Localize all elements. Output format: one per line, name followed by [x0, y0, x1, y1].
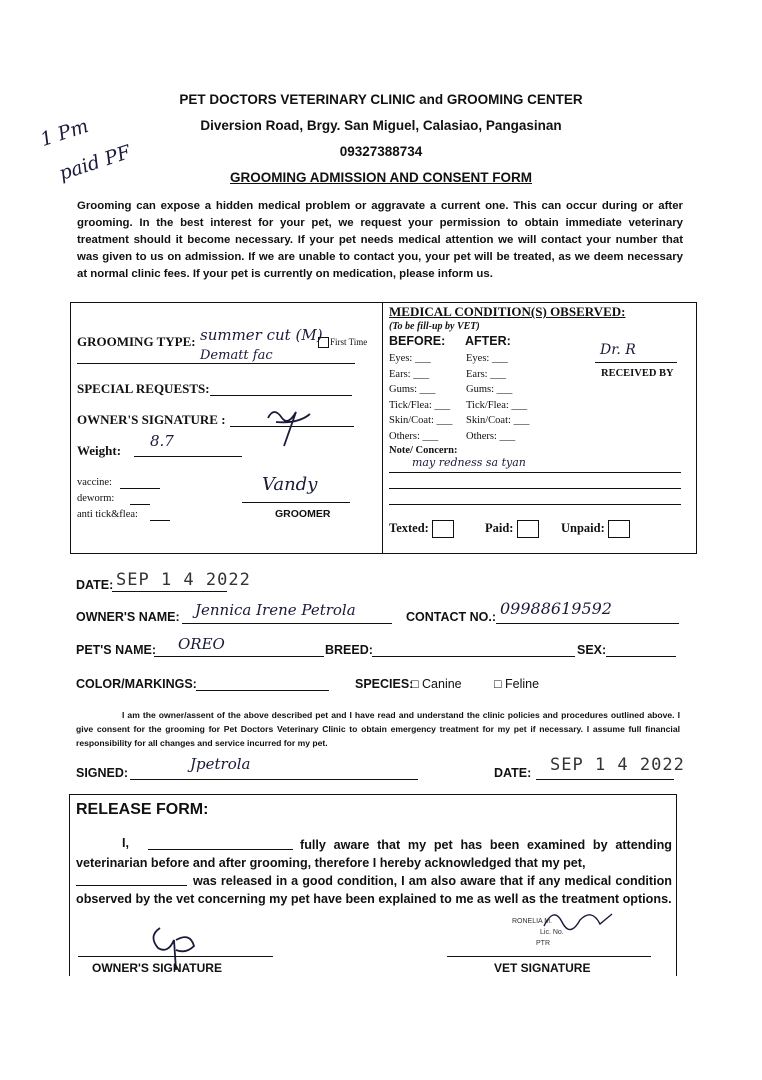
clinic-phone: 09327388734: [339, 144, 423, 159]
contact-value[interactable]: 09988619592: [500, 599, 612, 618]
groomer-line[interactable]: [242, 502, 350, 503]
consent-date-stamp: SEP 1 4 2022: [550, 755, 685, 775]
pet-name-line: [154, 656, 324, 657]
vet-stamp-ptr: PTR: [536, 940, 550, 947]
canine-option[interactable]: □ Canine: [411, 677, 462, 691]
texted-checkbox[interactable]: [432, 520, 454, 538]
grooming-type-value[interactable]: summer cut (M): [200, 326, 323, 344]
color-line[interactable]: [196, 690, 329, 691]
clinic-name: PET DOCTORS VETERINARY CLINIC and GROOMING CENTER: [179, 92, 583, 107]
vet-stamp-lic: Lic. No.: [540, 929, 564, 936]
vet-signature-line[interactable]: [447, 956, 651, 957]
contact-line: [496, 623, 679, 624]
sex-line[interactable]: [606, 656, 676, 657]
vaccine-label: vaccine:: [77, 477, 112, 488]
antitick-label: anti tick&flea:: [77, 509, 138, 520]
owner-name-line: [182, 623, 392, 624]
antitick-line[interactable]: [150, 520, 170, 521]
paid-field: [485, 520, 539, 538]
vet-signature-mark: [540, 902, 620, 938]
after-item[interactable]: Ears: ___: [466, 368, 506, 380]
breed-line[interactable]: [372, 656, 575, 657]
deworm-label: deworm:: [77, 493, 115, 504]
release-text-2: was released in a good condition, I am also aware that if any medical condition observed by the vet concerning my pet have been explained to me as well as the treatment options.: [76, 874, 672, 906]
after-item[interactable]: Gums: ___: [466, 384, 513, 396]
weight-value[interactable]: 8.7: [150, 432, 174, 450]
after-item[interactable]: Others: ___: [466, 430, 516, 442]
vaccine-line[interactable]: [120, 488, 160, 489]
owner-release-signature-line[interactable]: [78, 956, 273, 957]
date-line[interactable]: [112, 591, 227, 592]
grooming-type-label: GROOMING TYPE:: [77, 334, 196, 349]
breed-label: BREED:: [325, 643, 373, 657]
before-item[interactable]: Gums: ___: [389, 384, 436, 396]
sex-label: SEX:: [577, 643, 607, 657]
weight-label: Weight:: [77, 443, 122, 458]
after-items: [466, 351, 529, 445]
paid-label: Paid:: [485, 520, 514, 535]
vet-signature-label: VET SIGNATURE: [494, 961, 591, 975]
pet-name-value[interactable]: OREO: [178, 635, 225, 653]
clinic-address: Diversion Road, Brgy. San Miguel, Calasiao, Pangasinan: [200, 118, 562, 133]
first-time-label: First Time: [330, 337, 368, 347]
texted-field: [389, 520, 454, 538]
after-item[interactable]: Eyes: ___: [466, 353, 508, 364]
groomer-signature: Vandy: [262, 474, 318, 495]
before-items: [389, 351, 452, 445]
release-text-1: fully aware that my pet has been examined by attending veterinarian before and after grooming, therefore I hereby acknowledged that my pet,: [76, 838, 672, 870]
weight-line[interactable]: [134, 456, 242, 457]
contact-label: CONTACT NO.:: [406, 610, 497, 624]
owner-signature-label: OWNER'S SIGNATURE :: [77, 412, 226, 427]
unpaid-checkbox[interactable]: [608, 520, 630, 538]
owner-release-signature-label: OWNER'S SIGNATURE: [92, 961, 222, 975]
column-divider: [382, 303, 383, 553]
signed-line[interactable]: [130, 779, 418, 780]
special-requests-label: SPECIAL REQUESTS:: [77, 381, 210, 396]
consent-date-line[interactable]: [536, 779, 674, 780]
grooming-type-value-2[interactable]: Dematt fac: [200, 348, 273, 363]
margin-note-paid: paid PF: [56, 141, 134, 185]
species-label: SPECIES:: [355, 677, 414, 691]
consent-paragraph: I am the owner/assent of the above described pet and I have read and understand the clinic policies and procedures outlined above. I give consent for the grooming for Pet Doctors Veterinary Clinic to obtain emergency treatment for my pet if necessary. I assume full financial responsibility for all changes and service incurred for my pet.: [76, 710, 680, 748]
signed-value: Jpetrola: [190, 755, 251, 773]
release-i-label: I,: [122, 836, 129, 850]
special-requests-line[interactable]: [210, 395, 352, 396]
note-value[interactable]: may redness sa tyan: [412, 456, 526, 469]
medical-subtitle: (To be fill-up by VET): [389, 321, 480, 332]
intro-paragraph: Grooming can expose a hidden medical problem or aggravate a current one. This can occur during or after grooming. In the best interest for your pet, we request your permission to obtain immediate veterinary treatment should it become necessary. If your pet needs medical attention we will contact your number that was given to us on admission. If we are unable to contact you, your pet will be treated, as we deem necessary at normal clinic fees. If your pet is currently on medication, please inform us.: [77, 200, 683, 280]
signed-label: SIGNED:: [76, 766, 129, 780]
pet-name-label: PET'S NAME:: [76, 643, 157, 657]
paid-checkbox[interactable]: [517, 520, 539, 538]
before-item[interactable]: Others: ___: [389, 430, 439, 442]
received-by-label: RECEIVED BY: [601, 368, 674, 379]
first-time-checkbox[interactable]: [318, 337, 329, 348]
owner-name-label: OWNER'S NAME:: [76, 610, 180, 624]
unpaid-label: Unpaid:: [561, 520, 605, 535]
note-line-1[interactable]: [389, 472, 681, 473]
after-item[interactable]: Skin/Coat: ___: [466, 415, 530, 427]
deworm-line[interactable]: [130, 504, 150, 505]
groomer-label: GROOMER: [275, 508, 331, 520]
after-label: AFTER:: [465, 334, 511, 348]
after-item[interactable]: Tick/Flea: ___: [466, 399, 528, 411]
release-title: RELEASE FORM:: [76, 801, 209, 818]
before-item[interactable]: Skin/Coat: ___: [389, 415, 453, 427]
date-label: DATE:: [76, 578, 114, 592]
texted-label: Texted:: [389, 520, 429, 535]
before-item[interactable]: Tick/Flea: ___: [389, 399, 451, 411]
date-stamp: SEP 1 4 2022: [116, 570, 251, 590]
margin-note-time: 1 Pm: [37, 114, 92, 152]
form-title: GROOMING ADMISSION AND CONSENT FORM: [230, 170, 532, 185]
note-line-2[interactable]: [389, 488, 681, 489]
vet-stamp-name: RONELIA M.: [512, 918, 553, 925]
received-by-value: Dr. R: [600, 342, 636, 358]
before-item[interactable]: Eyes: ___: [389, 353, 431, 364]
received-by-line[interactable]: [595, 362, 677, 363]
consent-date-label: DATE:: [494, 766, 532, 780]
feline-option[interactable]: □ Feline: [494, 677, 540, 691]
note-label: Note/ Concern:: [389, 445, 458, 456]
before-label: BEFORE:: [389, 334, 446, 348]
unpaid-field: [561, 520, 630, 538]
color-label: COLOR/MARKINGS:: [76, 677, 197, 691]
grooming-type-line: [77, 363, 355, 364]
owner-name-value[interactable]: Jennica Irene Petrola: [195, 601, 356, 619]
owner-signature-mark: [262, 404, 322, 448]
medical-title: MEDICAL CONDITION(S) OBSERVED:: [389, 304, 626, 319]
before-item[interactable]: Ears: ___: [389, 368, 429, 380]
note-line-3[interactable]: [389, 504, 681, 505]
